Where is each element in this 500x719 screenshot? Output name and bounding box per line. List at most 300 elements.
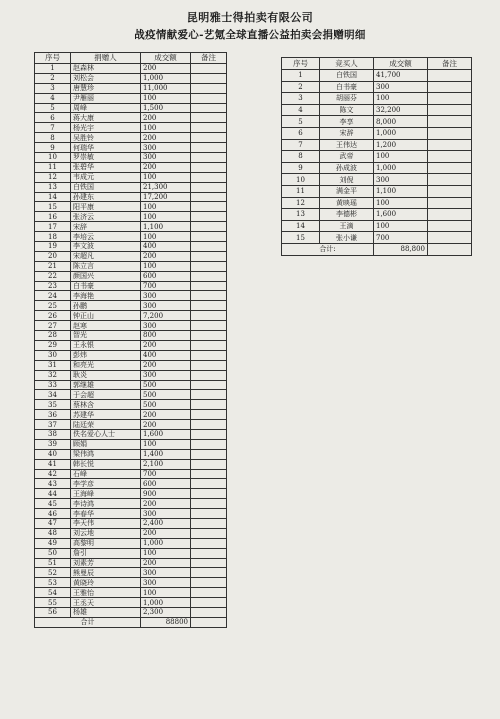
row-note xyxy=(191,489,227,499)
row-note xyxy=(428,185,472,197)
row-name: 赵森林 xyxy=(71,64,141,74)
row-index: 38 xyxy=(35,429,71,439)
row-amount: 700 xyxy=(141,281,191,291)
table-row xyxy=(282,197,472,209)
table-row xyxy=(35,222,227,232)
row-index: 31 xyxy=(35,360,71,370)
row-amount: 1,000 xyxy=(374,162,428,174)
row-name: 王雅怡 xyxy=(71,588,141,598)
row-name: 张碧华 xyxy=(71,162,141,172)
row-index: 47 xyxy=(35,518,71,528)
row-index: 43 xyxy=(35,479,71,489)
row-name: 钟正山 xyxy=(71,311,141,321)
table-row xyxy=(282,81,472,93)
row-index: 3 xyxy=(35,83,71,93)
row-name: 彭炜 xyxy=(71,350,141,360)
row-amount: 200 xyxy=(141,360,191,370)
row-amount: 100 xyxy=(374,151,428,163)
row-name: 孙建东 xyxy=(71,192,141,202)
row-amount: 700 xyxy=(141,469,191,479)
row-note xyxy=(428,220,472,232)
row-amount: 200 xyxy=(141,133,191,143)
row-name: 杨光宇 xyxy=(71,123,141,133)
table-row xyxy=(35,578,227,588)
row-index: 46 xyxy=(35,509,71,519)
row-note xyxy=(428,209,472,221)
document-subtitle: 战疫情献爱心-艺氪全球直播公益拍卖会捐赠明细 xyxy=(134,29,366,41)
row-amount: 200 xyxy=(141,162,191,172)
total-row xyxy=(282,243,472,255)
row-note xyxy=(191,538,227,548)
row-name: 罗崇敏 xyxy=(71,153,141,163)
row-index: 4 xyxy=(282,104,320,116)
row-note xyxy=(191,449,227,459)
row-note xyxy=(191,192,227,202)
row-amount: 1,100 xyxy=(141,222,191,232)
table-row xyxy=(35,390,227,400)
row-name: 张济云 xyxy=(71,212,141,222)
row-amount: 300 xyxy=(141,291,191,301)
row-name: 郭继雄 xyxy=(71,380,141,390)
table-row xyxy=(282,151,472,163)
row-name: 王滴 xyxy=(320,220,374,232)
row-index: 16 xyxy=(35,212,71,222)
row-amount: 300 xyxy=(374,81,428,93)
row-index: 19 xyxy=(35,242,71,252)
table-row xyxy=(282,139,472,151)
column-header: 序号 xyxy=(282,58,320,70)
table-row xyxy=(35,479,227,489)
row-index: 52 xyxy=(35,568,71,578)
row-note xyxy=(191,281,227,291)
row-index: 53 xyxy=(35,578,71,588)
row-amount: 100 xyxy=(141,202,191,212)
row-name: 李文波 xyxy=(71,242,141,252)
row-amount: 1,000 xyxy=(141,538,191,548)
row-index: 11 xyxy=(35,162,71,172)
total-label: 合计: xyxy=(282,243,374,255)
row-amount: 2,100 xyxy=(141,459,191,469)
row-note xyxy=(191,459,227,469)
row-name: 黄映瑶 xyxy=(320,197,374,209)
row-amount: 300 xyxy=(141,321,191,331)
table-row xyxy=(35,410,227,420)
table-row xyxy=(35,133,227,143)
row-name: 韩长悦 xyxy=(71,459,141,469)
row-amount: 300 xyxy=(141,578,191,588)
table-row xyxy=(35,123,227,133)
table-row xyxy=(35,192,227,202)
row-note xyxy=(191,123,227,133)
row-note xyxy=(428,127,472,139)
row-amount: 100 xyxy=(141,93,191,103)
row-amount: 100 xyxy=(141,172,191,182)
row-amount: 2,300 xyxy=(141,607,191,617)
row-name: 梁伟鸿 xyxy=(71,449,141,459)
row-index: 42 xyxy=(35,469,71,479)
row-name: 刘倪 xyxy=(320,174,374,186)
table-row xyxy=(35,598,227,608)
row-note xyxy=(428,70,472,82)
row-amount: 300 xyxy=(141,153,191,163)
table-row xyxy=(282,70,472,82)
table-row xyxy=(35,499,227,509)
row-index: 3 xyxy=(282,93,320,105)
table-row xyxy=(35,528,227,538)
row-note xyxy=(191,568,227,578)
row-name: 佚名爱心人士 xyxy=(71,429,141,439)
row-name: 王永银 xyxy=(71,340,141,350)
row-name: 杨雄 xyxy=(71,607,141,617)
row-note xyxy=(191,331,227,341)
row-note xyxy=(428,151,472,163)
row-note xyxy=(191,222,227,232)
row-index: 41 xyxy=(35,459,71,469)
row-index: 12 xyxy=(282,197,320,209)
row-note xyxy=(428,139,472,151)
table-row xyxy=(35,518,227,528)
row-index: 55 xyxy=(35,598,71,608)
row-name: 张小谦 xyxy=(320,232,374,244)
table-row xyxy=(35,538,227,548)
row-note xyxy=(191,103,227,113)
row-name: 耿炎 xyxy=(71,370,141,380)
table-row xyxy=(282,174,472,186)
table-row xyxy=(35,64,227,74)
table-row xyxy=(35,202,227,212)
table-row xyxy=(35,83,227,93)
table-row xyxy=(35,360,227,370)
table-row xyxy=(35,182,227,192)
table-row xyxy=(35,509,227,519)
row-amount: 1,000 xyxy=(141,73,191,83)
row-index: 32 xyxy=(35,370,71,380)
table-row xyxy=(35,429,227,439)
table-row xyxy=(282,93,472,105)
row-note xyxy=(428,232,472,244)
row-note xyxy=(428,104,472,116)
row-amount: 200 xyxy=(141,528,191,538)
table-row xyxy=(35,251,227,261)
table-row xyxy=(35,143,227,153)
row-amount: 300 xyxy=(374,174,428,186)
row-note xyxy=(191,83,227,93)
row-note xyxy=(191,380,227,390)
row-index: 14 xyxy=(282,220,320,232)
table-row xyxy=(35,420,227,430)
row-amount: 1,200 xyxy=(374,139,428,151)
total-value: 88800 xyxy=(141,617,191,627)
row-note xyxy=(191,469,227,479)
row-note xyxy=(191,499,227,509)
row-index: 21 xyxy=(35,261,71,271)
row-note xyxy=(191,93,227,103)
row-amount: 700 xyxy=(374,232,428,244)
row-name: 赵寒 xyxy=(71,321,141,331)
table-row xyxy=(35,370,227,380)
row-note xyxy=(191,143,227,153)
row-note xyxy=(191,202,227,212)
table-row xyxy=(35,73,227,83)
row-name: 黄晓玲 xyxy=(71,578,141,588)
row-note xyxy=(191,360,227,370)
row-note xyxy=(191,607,227,617)
table-row xyxy=(282,185,472,197)
row-index: 28 xyxy=(35,331,71,341)
table-row xyxy=(35,261,227,271)
row-index: 45 xyxy=(35,499,71,509)
row-index: 26 xyxy=(35,311,71,321)
row-note xyxy=(191,509,227,519)
table-row xyxy=(35,311,227,321)
row-amount: 800 xyxy=(141,331,191,341)
row-index: 39 xyxy=(35,439,71,449)
table-row xyxy=(35,212,227,222)
row-amount: 32,200 xyxy=(374,104,428,116)
row-index: 4 xyxy=(35,93,71,103)
column-header: 备注 xyxy=(191,53,227,64)
row-name: 李培云 xyxy=(71,232,141,242)
row-note xyxy=(191,528,227,538)
total-row xyxy=(35,617,227,627)
row-amount: 300 xyxy=(141,143,191,153)
row-name: 王伟达 xyxy=(320,139,374,151)
row-index: 29 xyxy=(35,340,71,350)
buyers-table xyxy=(281,57,472,256)
row-amount: 21,300 xyxy=(141,182,191,192)
row-note xyxy=(191,182,227,192)
row-amount: 900 xyxy=(141,489,191,499)
row-name: 高黎明 xyxy=(71,538,141,548)
column-header: 成交额 xyxy=(141,53,191,64)
row-amount: 1,600 xyxy=(374,209,428,221)
row-name: 武帝 xyxy=(320,151,374,163)
column-header: 竞买人 xyxy=(320,58,374,70)
row-name: 满金平 xyxy=(320,185,374,197)
total-note xyxy=(428,243,472,255)
row-name: 李德彬 xyxy=(320,209,374,221)
row-name: 孙成波 xyxy=(320,162,374,174)
row-index: 56 xyxy=(35,607,71,617)
row-index: 27 xyxy=(35,321,71,331)
row-index: 23 xyxy=(35,281,71,291)
donors-table-header xyxy=(35,53,227,64)
row-index: 7 xyxy=(282,139,320,151)
row-note xyxy=(428,93,472,105)
row-note xyxy=(191,172,227,182)
table-row xyxy=(35,350,227,360)
row-name: 于会超 xyxy=(71,390,141,400)
row-note xyxy=(191,162,227,172)
row-amount: 1,100 xyxy=(374,185,428,197)
row-index: 8 xyxy=(282,151,320,163)
row-index: 11 xyxy=(282,185,320,197)
row-index: 13 xyxy=(35,182,71,192)
row-name: 李春华 xyxy=(71,509,141,519)
column-header: 成交额 xyxy=(374,58,428,70)
column-header: 序号 xyxy=(35,53,71,64)
row-note xyxy=(191,251,227,261)
row-name: 尹雁丽 xyxy=(71,93,141,103)
row-note xyxy=(191,479,227,489)
row-index: 35 xyxy=(35,400,71,410)
table-row xyxy=(35,153,227,163)
row-note xyxy=(191,370,227,380)
row-note xyxy=(191,598,227,608)
row-amount: 200 xyxy=(141,558,191,568)
buyers-table-header xyxy=(282,58,472,70)
row-amount: 500 xyxy=(141,390,191,400)
row-name: 唐慧珍 xyxy=(71,83,141,93)
row-amount: 100 xyxy=(141,439,191,449)
row-amount: 600 xyxy=(141,479,191,489)
row-name: 李享 xyxy=(320,116,374,128)
row-note xyxy=(428,81,472,93)
row-amount: 8,000 xyxy=(374,116,428,128)
row-index: 30 xyxy=(35,350,71,360)
column-header: 捐赠人 xyxy=(71,53,141,64)
row-index: 50 xyxy=(35,548,71,558)
row-amount: 500 xyxy=(141,400,191,410)
table-row xyxy=(35,301,227,311)
row-amount: 100 xyxy=(141,232,191,242)
row-note xyxy=(191,232,227,242)
row-note xyxy=(191,439,227,449)
row-name: 刘素芳 xyxy=(71,558,141,568)
row-amount: 7,200 xyxy=(141,311,191,321)
row-note xyxy=(191,588,227,598)
table-row xyxy=(35,439,227,449)
row-name: 陆廷荣 xyxy=(71,420,141,430)
table-row xyxy=(35,380,227,390)
table-row xyxy=(35,103,227,113)
row-name: 周峰 xyxy=(71,103,141,113)
total-label: 合计 xyxy=(35,617,141,627)
row-amount: 100 xyxy=(141,123,191,133)
row-note xyxy=(191,429,227,439)
row-index: 25 xyxy=(35,301,71,311)
row-amount: 1,400 xyxy=(141,449,191,459)
row-note xyxy=(191,242,227,252)
row-index: 18 xyxy=(35,232,71,242)
table-row xyxy=(282,127,472,139)
row-amount: 17,200 xyxy=(141,192,191,202)
row-amount: 1,500 xyxy=(141,103,191,113)
column-header: 备注 xyxy=(428,58,472,70)
row-amount: 500 xyxy=(141,380,191,390)
row-name: 蒋大康 xyxy=(71,113,141,123)
row-name: 白铁国 xyxy=(71,182,141,192)
table-row xyxy=(35,400,227,410)
row-name: 陈立言 xyxy=(71,261,141,271)
row-amount: 200 xyxy=(141,410,191,420)
row-name: 王丞天 xyxy=(71,598,141,608)
row-note xyxy=(191,64,227,74)
row-name: 刘云地 xyxy=(71,528,141,538)
row-note xyxy=(428,174,472,186)
row-index: 2 xyxy=(35,73,71,83)
row-amount: 1,000 xyxy=(374,127,428,139)
row-amount: 200 xyxy=(141,64,191,74)
row-note xyxy=(191,558,227,568)
row-note xyxy=(191,113,227,123)
row-amount: 1,600 xyxy=(141,429,191,439)
table-row xyxy=(35,558,227,568)
row-amount: 300 xyxy=(141,568,191,578)
row-index: 10 xyxy=(35,153,71,163)
table-row xyxy=(282,209,472,221)
row-name: 宋辞 xyxy=(320,127,374,139)
row-name: 和亮光 xyxy=(71,360,141,370)
row-note xyxy=(191,271,227,281)
row-name: 李天伟 xyxy=(71,518,141,528)
row-name: 白书豪 xyxy=(320,81,374,93)
row-name: 陈文 xyxy=(320,104,374,116)
row-index: 5 xyxy=(35,103,71,113)
row-index: 51 xyxy=(35,558,71,568)
table-row xyxy=(35,281,227,291)
row-index: 1 xyxy=(35,64,71,74)
row-note xyxy=(191,133,227,143)
row-index: 9 xyxy=(282,162,320,174)
row-index: 48 xyxy=(35,528,71,538)
row-index: 14 xyxy=(35,192,71,202)
table-row xyxy=(35,548,227,558)
row-amount: 100 xyxy=(141,548,191,558)
row-name: 李学彦 xyxy=(71,479,141,489)
row-note xyxy=(191,400,227,410)
row-index: 24 xyxy=(35,291,71,301)
row-amount: 400 xyxy=(141,242,191,252)
row-note xyxy=(428,116,472,128)
row-name: 白铁国 xyxy=(320,70,374,82)
row-name: 熊曼辰 xyxy=(71,568,141,578)
row-note xyxy=(191,548,227,558)
row-amount: 200 xyxy=(141,251,191,261)
row-index: 6 xyxy=(282,127,320,139)
row-index: 36 xyxy=(35,410,71,420)
row-index: 40 xyxy=(35,449,71,459)
row-note xyxy=(191,291,227,301)
row-index: 6 xyxy=(35,113,71,123)
row-note xyxy=(191,73,227,83)
table-row xyxy=(35,242,227,252)
row-note xyxy=(191,578,227,588)
row-index: 5 xyxy=(282,116,320,128)
row-index: 10 xyxy=(282,174,320,186)
row-amount: 1,000 xyxy=(141,598,191,608)
row-name: 何瑞华 xyxy=(71,143,141,153)
row-index: 12 xyxy=(35,172,71,182)
row-index: 1 xyxy=(282,70,320,82)
row-note xyxy=(191,153,227,163)
row-index: 54 xyxy=(35,588,71,598)
row-name: 李诗鸿 xyxy=(71,499,141,509)
row-amount: 200 xyxy=(141,499,191,509)
row-name: 石峰 xyxy=(71,469,141,479)
row-name: 白书豪 xyxy=(71,281,141,291)
row-amount: 300 xyxy=(141,509,191,519)
table-row xyxy=(35,172,227,182)
row-amount: 11,000 xyxy=(141,83,191,93)
row-amount: 100 xyxy=(374,220,428,232)
row-amount: 2,400 xyxy=(141,518,191,528)
row-note xyxy=(191,390,227,400)
row-name: 宋超凡 xyxy=(71,251,141,261)
row-name: 王海峰 xyxy=(71,489,141,499)
row-amount: 200 xyxy=(141,340,191,350)
row-amount: 100 xyxy=(141,261,191,271)
